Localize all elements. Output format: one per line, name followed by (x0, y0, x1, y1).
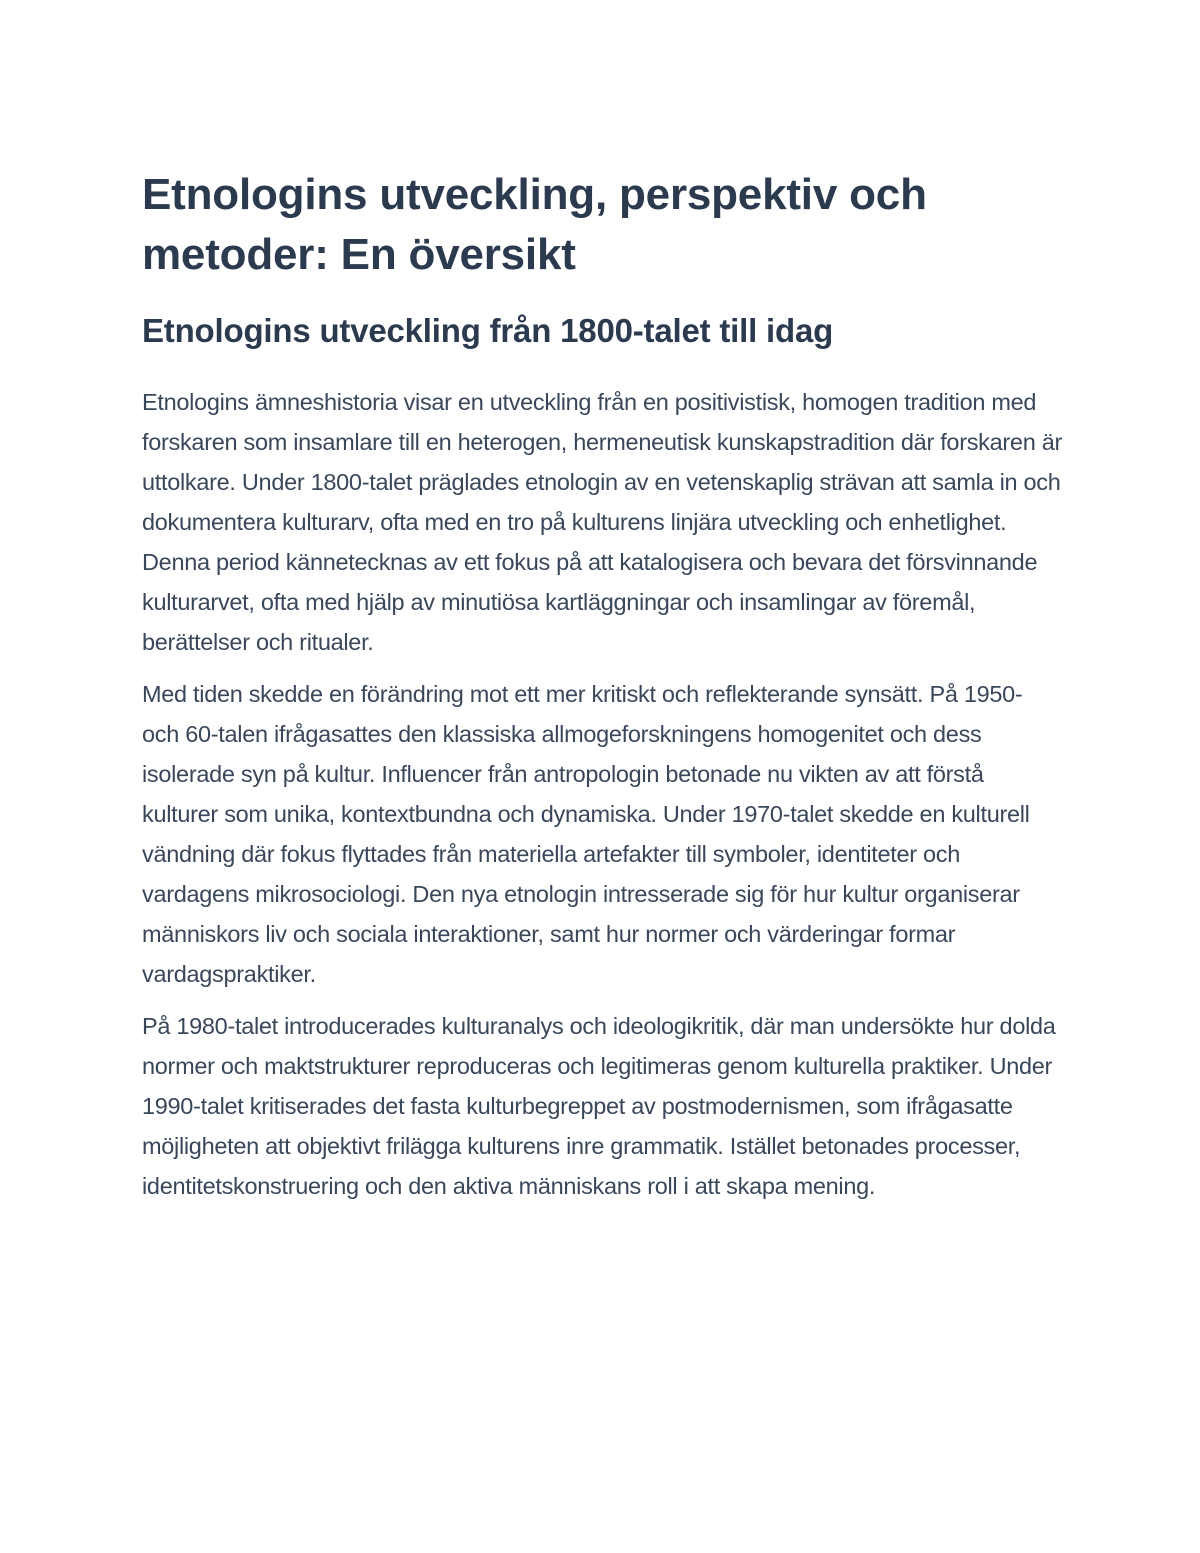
paragraph-3: På 1980-talet introducerades kulturanalys och ideologikritik, där man undersökte hur dolda normer och maktstrukturer reproduceras och legitimeras genom kulturella praktiker. Under 1990-talet kritiserades det fasta kulturbegreppet av postmodernismen, som ifrågasatte möjligheten att objektivt frilägga kulturens inre grammatik. Istället betonades processer, identitetskonstruering och den aktiva människans roll i att skapa mening. (142, 1013, 1056, 1199)
paragraph-1: Etnologins ämneshistoria visar en utveckling från en positivistisk, homogen tradition med forskaren som insamlare till en heterogen, hermeneutisk kunskapstradition där forskaren är uttolkare. Under 1800-talet präglades etnologin av en vetenskaplig strävan att samla in och dokumentera kulturarv, ofta med en tro på kulturens linjära utveckling och enhetlighet. Denna period kännetecknas av ett fokus på att katalogisera och bevara det försvinnande kulturarvet, ofta med hjälp av minutiösa kartläggningar och insamlingar av föremål, berättelser och ritualer. (142, 389, 1062, 655)
document-page (142, 165, 1062, 1206)
paragraph-2: Med tiden skedde en förändring mot ett mer kritiskt och reflekterande synsätt. På 1950- och 60-talen ifrågasattes den klassiska allmogeforskningens homogenitet och dess isolerade syn på kultur. Influencer från antropologin betonade nu vikten av att förstå kulturer som unika, kontextbundna och dynamiska. Under 1970-talet skedde en kulturell vändning där fokus flyttades från materiella artefakter till symboler, identiteter och vardagens mikrosociologi. Den nya etnologin intresserade sig för hur kultur organiserar människors liv och sociala interaktioner, samt hur normer och värderingar formar vardagspraktiker. (142, 681, 1030, 987)
page-title: Etnologins utveckling, perspektiv och metoder: En översikt (142, 170, 927, 279)
section-heading: Etnologins utveckling från 1800-talet till idag (142, 312, 834, 349)
